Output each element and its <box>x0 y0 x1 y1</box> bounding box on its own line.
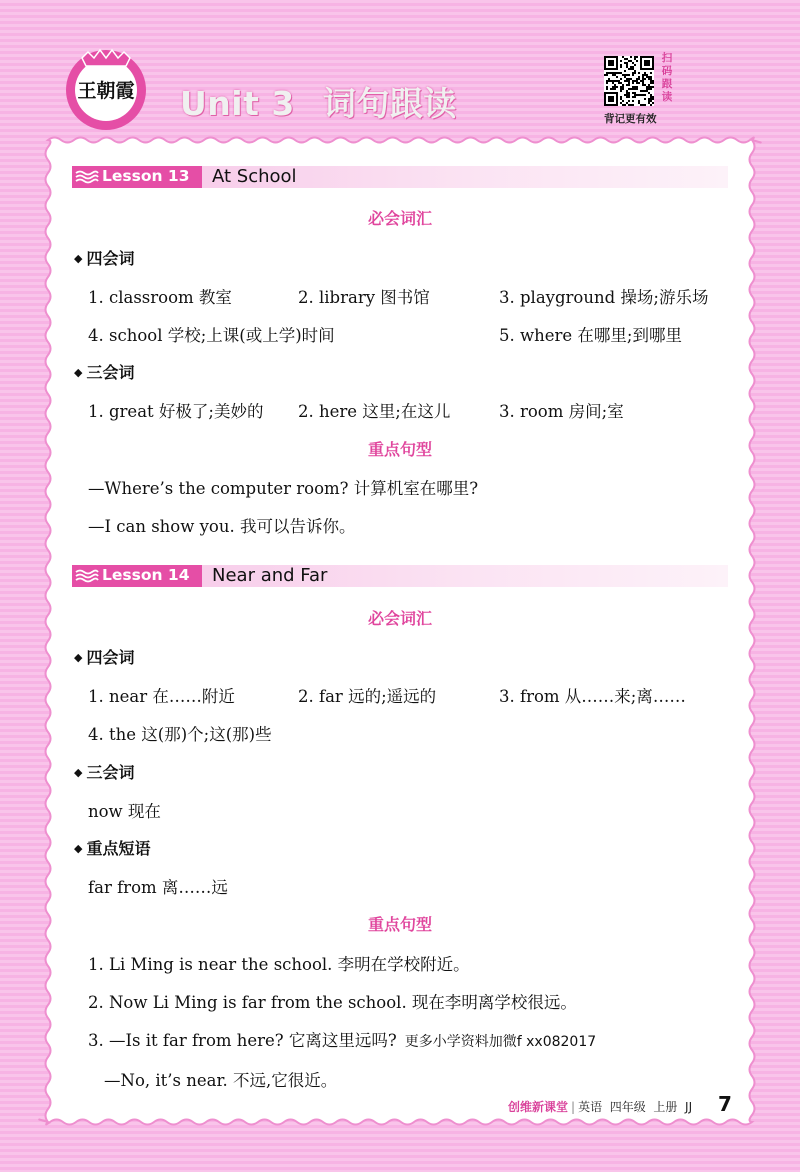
key-phrases-heading: ◆ 重点短语 <box>74 839 151 858</box>
sentence-line: —No, it’s near. 不远,它很近。 <box>104 1071 338 1090</box>
promo-text: 更多小学资料加微f xx082017 <box>404 1034 597 1050</box>
lesson-tag <box>72 166 202 188</box>
three-skill-words-heading: ◆ 三会词 <box>74 363 135 382</box>
footer-brand: 创维新课堂 <box>508 1100 569 1114</box>
lesson-14-header <box>72 565 728 587</box>
vocab-heading: 必会词汇 <box>367 209 432 228</box>
lesson-13-header <box>72 166 728 188</box>
sentence-line: —I can show you. 我可以告诉你。 <box>88 517 356 536</box>
footer-term: 上册 <box>653 1100 678 1114</box>
lesson-title: At School <box>212 166 297 187</box>
sentence-heading: 重点句型 <box>367 440 432 459</box>
lesson-title: Near and Far <box>212 565 328 586</box>
unit-title: Unit 3 词句跟读 <box>180 84 457 123</box>
qr-side-label: 扫码跟读 <box>661 52 673 103</box>
vocab-item: 4. school 学校;上课(或上学)时间 <box>88 326 335 345</box>
sentence-line: 1. Li Ming is near the school. 李明在学校附近。 <box>88 955 470 974</box>
sentence-line: —Where’s the computer room? 计算机室在哪里? <box>88 479 479 498</box>
vocab-item: 1. near 在……附近 <box>88 687 235 706</box>
vocab-item: 3. room 房间;室 <box>499 402 624 421</box>
three-skill-words-heading: ◆ 三会词 <box>74 763 135 782</box>
four-skill-words-heading: ◆ 四会词 <box>74 249 135 268</box>
four-skill-words-heading: ◆ 四会词 <box>74 648 135 667</box>
vocab-item: 1. great 好极了;美妙的 <box>88 402 264 421</box>
sentence-line: 2. Now Li Ming is far from the school. 现在李明离学校很远。 <box>88 993 577 1012</box>
qr-caption: 背记更有效 <box>604 113 657 125</box>
waves-icon <box>75 568 99 584</box>
phrase-item: far from 离……远 <box>88 878 228 897</box>
vocab-item: 5. where 在哪里;到哪里 <box>499 326 682 345</box>
vocab-item: 2. far 远的;遥远的 <box>298 687 437 706</box>
vocab-item: 3. playground 操场;游乐场 <box>499 288 709 307</box>
lesson-tag <box>72 565 202 587</box>
vocab-heading: 必会词汇 <box>367 609 432 628</box>
page-number: 7 <box>718 1092 732 1116</box>
vocab-item: 2. here 这里;在这儿 <box>298 402 451 421</box>
vocab-item: 2. library 图书馆 <box>298 288 430 307</box>
page-footer: 创维新课堂 | 英语 四年级 上册 JJ <box>508 1100 693 1114</box>
sentence-line: 3. —Is it far from here? 它离这里远吗? 更多小学资料加微f xx082017 <box>88 1031 597 1050</box>
vocab-item: now 现在 <box>88 802 161 821</box>
vocab-item: 3. from 从……来;离…… <box>499 687 686 706</box>
sentence-heading: 重点句型 <box>367 915 432 934</box>
lesson-number: Lesson 14 <box>102 566 190 584</box>
footer-edition: JJ <box>685 1100 693 1114</box>
svg-text:王朝霞: 王朝霞 <box>77 80 135 102</box>
footer-grade: 四年级 <box>609 1100 646 1114</box>
vocab-item: 1. classroom 教室 <box>88 288 232 307</box>
waves-icon <box>75 169 99 185</box>
lesson-number: Lesson 13 <box>102 167 190 185</box>
footer-subject: 英语 <box>578 1100 603 1114</box>
vocab-item: 4. the 这(那)个;这(那)些 <box>88 725 272 744</box>
